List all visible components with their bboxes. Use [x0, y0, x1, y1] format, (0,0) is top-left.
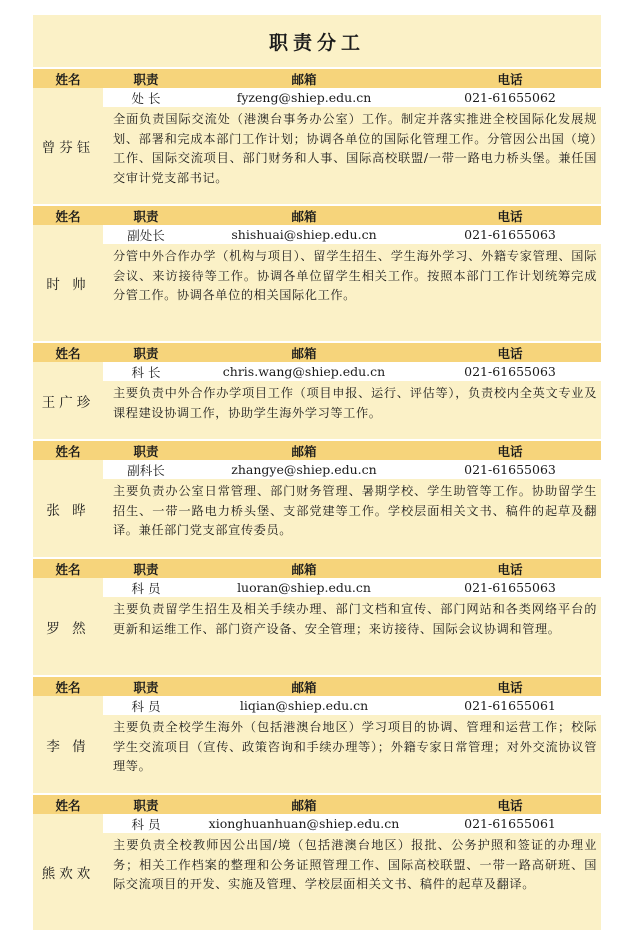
header-name: 姓名: [55, 797, 81, 813]
staff-contact-row: [103, 88, 601, 107]
header-role: 职责: [133, 71, 159, 87]
staff-phone: 021-61655063: [464, 580, 556, 595]
staff-block: [33, 439, 601, 557]
staff-role: 处 长: [131, 90, 161, 106]
staff-phone: 021-61655063: [464, 364, 556, 379]
staff-block: [33, 793, 601, 930]
staff-block: [33, 67, 601, 204]
header-role: 职责: [133, 679, 159, 695]
staff-email[interactable]: shishuai@shiep.edu.cn: [231, 227, 377, 242]
staff-duties: 主要负责办公室日常管理、部门财务管理、暑期学校、学生助管等工作。协助留学生招生、一带一路电力桥头堡、支部党建等工作。学校层面相关文书、稿件的起草及翻译。兼任部门党支部宣传委员。: [103, 479, 601, 557]
staff-role: 副处长: [127, 227, 165, 243]
staff-block: [33, 675, 601, 793]
staff-name: 罗 然: [33, 578, 103, 675]
header-phone: 电话: [497, 71, 523, 87]
staff-name: 时 帅: [33, 225, 103, 341]
staff-list: [33, 67, 601, 930]
staff-contact-row: [103, 460, 601, 479]
staff-phone: 021-61655062: [464, 90, 556, 105]
header-name: 姓名: [55, 208, 81, 224]
staff-role: 科 员: [131, 816, 161, 832]
staff-duties: 全面负责国际交流处（港澳台事务办公室）工作。制定并落实推进全校国际化发展规划、部署和完成本部门工作计划；协调各单位的国际化管理工作。分管因公出国（境）工作、国际交流项目、部门财务和人事、国际高校联盟/一带一路电力桥头堡。兼任国交审计党支部书记。: [103, 107, 601, 204]
staff-duties: 分管中外合作办学（机构与项目）、留学生招生、学生海外学习、外籍专家管理、国际会议、来访接待等工作。协调各单位留学生相关工作。按照本部门工作计划统筹完成分管工作。协调各单位的相关国际化工作。: [103, 244, 601, 341]
staff-email[interactable]: xionghuanhuan@shiep.edu.cn: [208, 816, 400, 831]
column-header-row: [33, 206, 601, 225]
header-name: 姓名: [55, 561, 81, 577]
staff-name: 曾芬钰: [33, 88, 103, 204]
header-email: 邮箱: [291, 797, 317, 813]
column-header-row: [33, 343, 601, 362]
column-header-row: [33, 795, 601, 814]
staff-email[interactable]: chris.wang@shiep.edu.cn: [222, 364, 386, 379]
staff-email[interactable]: zhangye@shiep.edu.cn: [231, 462, 377, 477]
header-phone: 电话: [497, 208, 523, 224]
staff-role: 科 员: [131, 580, 161, 596]
header-name: 姓名: [55, 71, 81, 87]
staff-duties: 主要负责全校教师因公出国/境（包括港澳台地区）报批、公务护照和签证的办理业务；相关工作档案的整理和公务证照管理工作、国际高校联盟、一带一路高研班、国际交流项目的开发、实施及管理、学校层面相关文书、稿件的起草及翻译。: [103, 833, 601, 930]
staff-email[interactable]: fyzeng@shiep.edu.cn: [236, 90, 372, 105]
staff-block: [33, 341, 601, 439]
header-email: 邮箱: [291, 71, 317, 87]
staff-phone: 021-61655061: [464, 698, 556, 713]
header-phone: 电话: [497, 561, 523, 577]
header-phone: 电话: [497, 443, 523, 459]
page-title: 职责分工: [33, 15, 601, 67]
header-email: 邮箱: [291, 208, 317, 224]
column-header-row: [33, 69, 601, 88]
staff-duties: 主要负责留学生招生及相关手续办理、部门文档和宣传、部门网站和各类网络平台的更新和运维工作、部门资产设备、安全管理；来访接待、国际会议协调和管理。: [103, 597, 601, 675]
staff-block: [33, 557, 601, 675]
header-phone: 电话: [497, 345, 523, 361]
staff-phone: 021-61655061: [464, 816, 556, 831]
header-email: 邮箱: [291, 679, 317, 695]
column-header-row: [33, 559, 601, 578]
responsibilities-sheet: [33, 15, 601, 930]
staff-block: [33, 204, 601, 341]
staff-phone: 021-61655063: [464, 462, 556, 477]
staff-duties: 主要负责中外合作办学项目工作（项目申报、运行、评估等），负责校内全英文专业及课程建设协调工作，协助学生海外学习等工作。: [103, 381, 601, 439]
staff-name: 熊欢欢: [33, 814, 103, 930]
staff-name: 王广珍: [33, 362, 103, 439]
staff-email[interactable]: liqian@shiep.edu.cn: [239, 698, 369, 713]
staff-role: 科 员: [131, 698, 161, 714]
staff-contact-row: [103, 696, 601, 715]
header-name: 姓名: [55, 345, 81, 361]
staff-contact-row: [103, 225, 601, 244]
staff-duties: 主要负责全校学生海外（包括港澳台地区）学习项目的协调、管理和运营工作；校际学生交流项目（宣传、政策咨询和手续办理等）；外籍专家日常管理；对外交流协议管理等。: [103, 715, 601, 793]
header-name: 姓名: [55, 443, 81, 459]
staff-contact-row: [103, 814, 601, 833]
staff-contact-row: [103, 578, 601, 597]
column-header-row: [33, 677, 601, 696]
staff-name: 张 晔: [33, 460, 103, 557]
header-phone: 电话: [497, 679, 523, 695]
staff-phone: 021-61655063: [464, 227, 556, 242]
staff-email[interactable]: luoran@shiep.edu.cn: [237, 580, 371, 595]
header-phone: 电话: [497, 797, 523, 813]
column-header-row: [33, 441, 601, 460]
header-role: 职责: [133, 208, 159, 224]
header-role: 职责: [133, 797, 159, 813]
header-email: 邮箱: [291, 443, 317, 459]
staff-role: 科 长: [131, 364, 161, 380]
staff-role: 副科长: [127, 462, 165, 478]
header-role: 职责: [133, 345, 159, 361]
header-role: 职责: [133, 443, 159, 459]
header-name: 姓名: [55, 679, 81, 695]
header-email: 邮箱: [291, 345, 317, 361]
header-email: 邮箱: [291, 561, 317, 577]
staff-name: 李 倩: [33, 696, 103, 793]
header-role: 职责: [133, 561, 159, 577]
staff-contact-row: [103, 362, 601, 381]
